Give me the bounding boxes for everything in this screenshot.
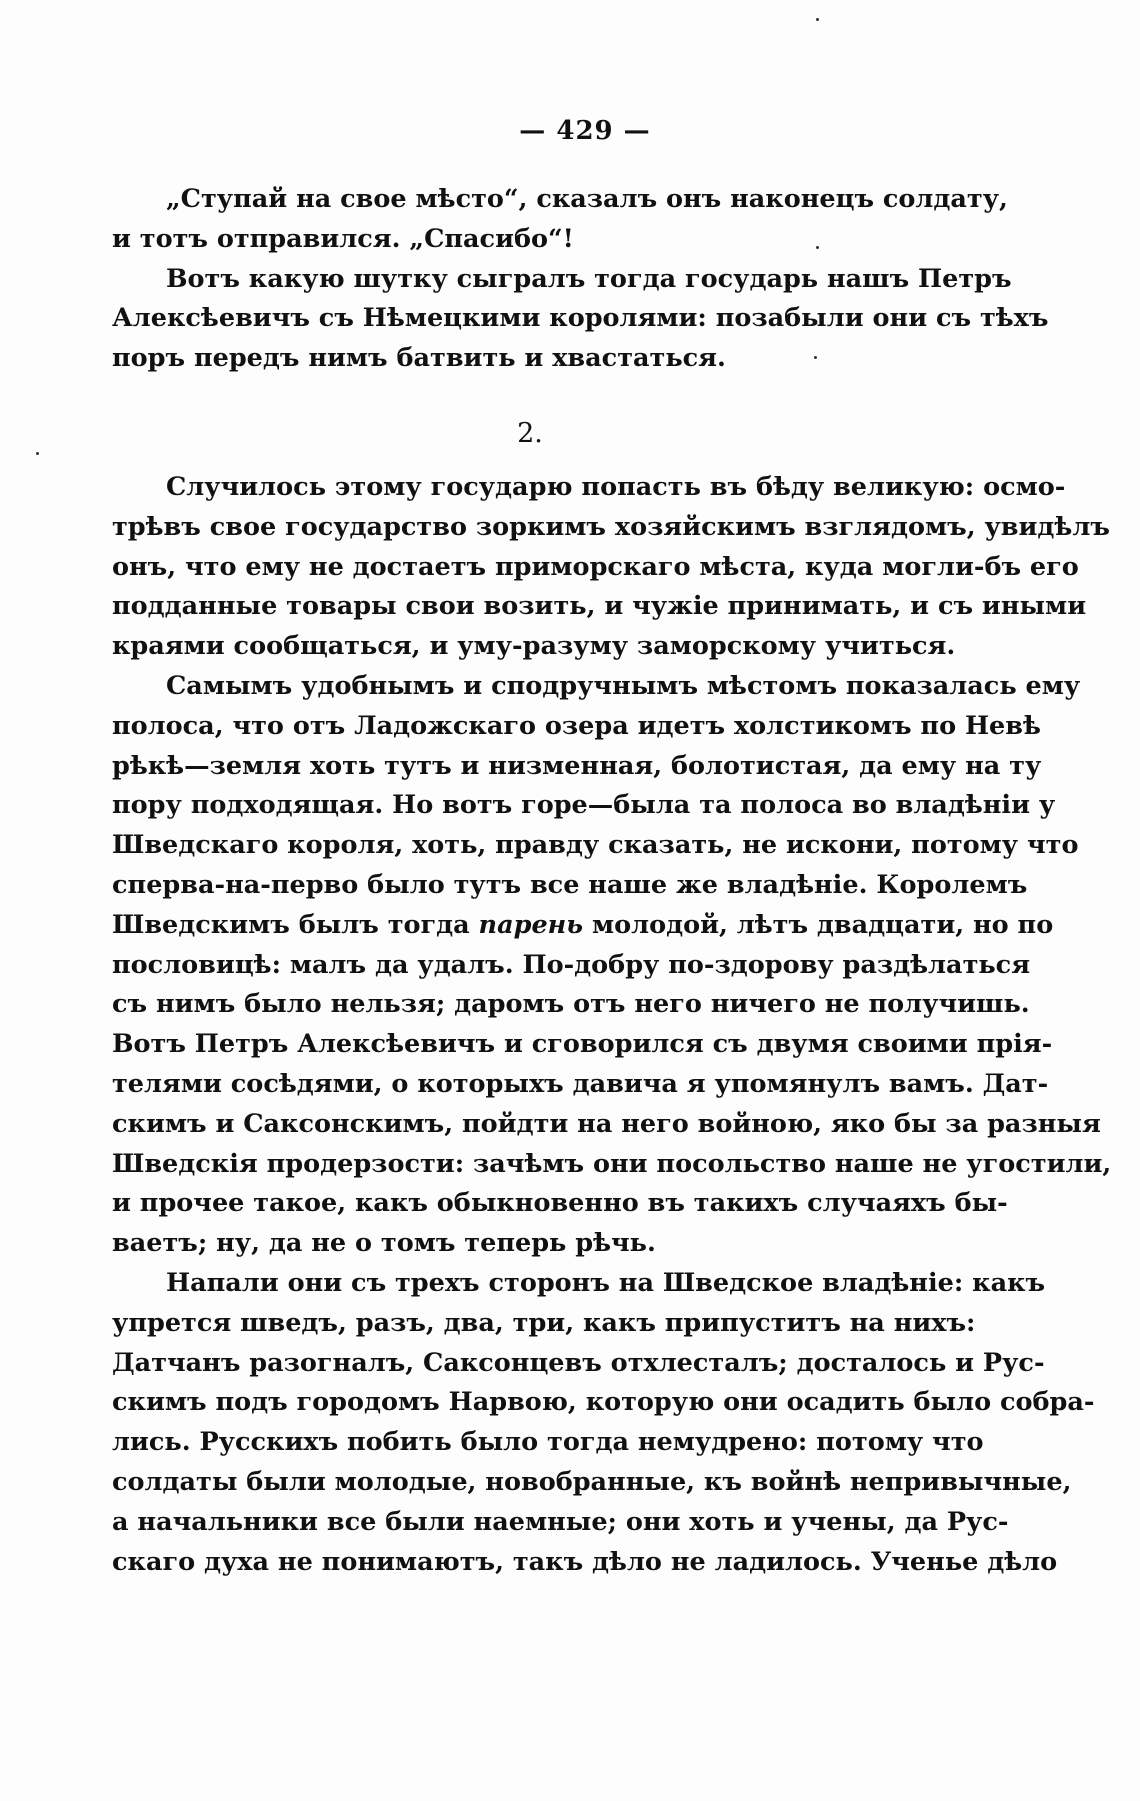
text-line: трѣвъ свое государство зоркимъ хозяйскимъ взглядомъ, увидѣлъ	[112, 511, 1110, 542]
text-line: скимъ и Саксонскимъ, пойдти на него войною, яко бы за разныя	[112, 1108, 1101, 1139]
scan-speck	[816, 18, 819, 21]
text-line: упрется шведъ, разъ, два, три, какъ припуститъ на нихъ:	[112, 1307, 976, 1338]
text-line: полоса, что отъ Ладожскаго озера идетъ холстикомъ по Невѣ	[112, 710, 1041, 741]
text-line: рѣкѣ—земля хоть тутъ и низменная, болотистая, да ему на ту	[112, 750, 1042, 781]
text-line: скаго духа не понимаютъ, такъ дѣло не ладилось. Ученье дѣло	[112, 1546, 1058, 1577]
paragraph-block-top	[112, 180, 1049, 379]
text-line: Шведскаго короля, хоть, правду сказать, не искони, потому что	[112, 830, 1079, 861]
text-run: Шведскимъ былъ тогда	[112, 909, 479, 940]
text-line: ваетъ; ну, да не о томъ теперь рѣчь.	[112, 1228, 656, 1259]
italic-word: парень	[478, 909, 584, 940]
page-number: — 429 —	[519, 116, 651, 146]
text-line: Шведскія продерзости: зачѣмъ они посольство наше не угостили,	[112, 1148, 1112, 1179]
text-line-with-italic	[112, 906, 1054, 946]
text-line: а начальники все были наемные; они хоть и учены, да Рус-	[112, 1506, 1009, 1537]
text-line: Вотъ какую шутку сыгралъ тогда государь нашъ Петръ	[166, 263, 1012, 294]
text-line: поръ передъ нимъ батвить и хвастаться.	[112, 343, 726, 374]
text-line: Случилось этому государю попасть въ бѣду великую: осмо-	[166, 472, 1066, 502]
text-line: краями сообщаться, и уму-разуму заморскому учиться.	[112, 631, 956, 662]
text-line: Самымъ удобнымъ и сподручнымъ мѣстомъ показалась ему	[166, 670, 1081, 701]
text-line: подданные товары свои возить, и чужіе принимать, и съ иными	[112, 591, 1087, 622]
text-line: Алексѣевичъ съ Нѣмецкими королями: позабыли они съ тѣхъ	[112, 303, 1049, 334]
scan-speck	[814, 356, 817, 359]
text-line: и прочее такое, какъ обыкновенно въ такихъ случаяхъ бы-	[112, 1188, 1008, 1219]
text-line: онъ, что ему не достаетъ приморскаго мѣста, куда могли-бъ его	[112, 551, 1079, 582]
text-line: лись. Русскихъ побить было тогда немудрено: потому что	[112, 1427, 984, 1458]
text-line: телями сосѣдями, о которыхъ давича я упомянулъ вамъ. Дат-	[112, 1068, 1049, 1099]
text-line: Датчанъ разогналъ, Саксонцевъ отхлесталъ; досталось и Рус-	[112, 1347, 1045, 1378]
text-line: пословицѣ: малъ да удалъ. По-добру по-здорову раздѣлаться	[112, 949, 1031, 980]
text-line: и тотъ отправился. „Спасибо“!	[112, 223, 574, 254]
text-line: сперва-на-перво было тутъ все наше же владѣніе. Королемъ	[112, 869, 1028, 900]
paragraph-block-main	[112, 468, 1112, 1582]
text-line: скимъ подъ городомъ Нарвою, которую они осадить было собра-	[112, 1387, 1095, 1418]
text-line: солдаты были молодые, новобранные, къ войнѣ непривычные,	[112, 1466, 1072, 1497]
text-line: Напали они съ трехъ сторонъ на Шведское владѣніе: какъ	[166, 1267, 1046, 1298]
text-line: „Ступай на свое мѣсто“, сказалъ онъ наконецъ солдату,	[166, 184, 1008, 214]
text-line: пору подходящая. Но вотъ горе—была та полоса во владѣніи у	[112, 790, 1056, 821]
text-line: Вотъ Петръ Алексѣевичъ и сговорился съ двумя своими прія-	[112, 1029, 1053, 1060]
scan-speck	[36, 452, 39, 455]
scan-speck	[816, 246, 819, 249]
text-run: молодой, лѣтъ двадцати, но по	[583, 909, 1054, 940]
section-number: 2.	[517, 418, 543, 449]
text-line: съ нимъ было нельзя; даромъ отъ него ничего не получишь.	[112, 989, 1030, 1020]
